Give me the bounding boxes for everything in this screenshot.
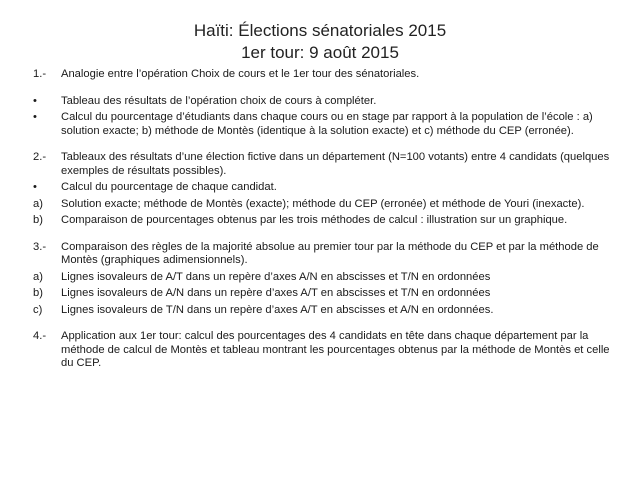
title-line-1: Haïti: Élections sénatoriales 2015: [193, 21, 447, 40]
item-marker: b): [33, 287, 43, 299]
item-text: Tableau des résultats de l’opération choix de cours à compléter.: [61, 94, 377, 107]
item-marker: 4.-: [33, 330, 47, 342]
item-marker: b): [33, 214, 43, 226]
item-text: Solution exacte; méthode de Montès (exacte); méthode du CEP (erronée) et méthode de Youri (inexacte).: [61, 197, 585, 210]
item-marker: 3.-: [33, 240, 47, 253]
list-item: [33, 151, 618, 178]
item-text: Analogie entre l’opération Choix de cours et le 1er tour des sénatoriales.: [61, 68, 420, 80]
item-marker: a): [33, 197, 43, 210]
slide-content: [33, 68, 618, 371]
list-item: [33, 95, 618, 109]
title-line-2: 1er tour: 9 août 2015: [241, 43, 399, 62]
item-text: Lignes isovaleurs de T/N dans un repère d’axes A/T en abscisses et A/N en ordonnées.: [61, 303, 494, 316]
item-marker: a): [33, 270, 43, 283]
item-text: Calcul du pourcentage de chaque candidat.: [61, 181, 277, 193]
list-item: [33, 214, 618, 228]
item-marker: c): [33, 303, 43, 316]
slide-title: [0, 20, 640, 64]
list-item: [33, 271, 618, 285]
list-item: [33, 111, 618, 138]
item-text: Lignes isovaleurs de A/T dans un repère d’axes A/N en abscisses et T/N en ordonnées: [61, 270, 491, 283]
list-item: [33, 304, 618, 318]
bullet-icon: •: [33, 94, 37, 107]
item-text: Comparaison de pourcentages obtenus par les trois méthodes de calcul : illustration sur un graphique.: [61, 214, 568, 226]
list-item: [33, 330, 618, 371]
item-text: Application aux 1er tour: calcul des pourcentages des 4 candidats en tête dans chaque département par la méthode de calcul de Montès et tableau montrant les pourcentages obtenus par la méthode de Montès et celle du CEP.: [61, 330, 610, 369]
bullet-icon: •: [33, 111, 37, 123]
item-text: Comparaison des règles de la majorité absolue au premier tour par la méthode du CEP et par la méthode de Montès (graphiques adimensionnels).: [61, 240, 599, 266]
bullet-icon: •: [33, 181, 37, 193]
list-item: [33, 181, 618, 195]
item-text: Calcul du pourcentage d’étudiants dans chaque cours ou en stage par rapport à la population de l’école : a) solution exacte; b) méthode de Montès (identique à la solution exacte) et c) méthode du CEP (erronée).: [61, 111, 593, 137]
item-text: Tableaux des résultats d’une élection fictive dans un département (N=100 votants) entre 4 candidats (quelques exemples de résultats possibles).: [61, 151, 610, 177]
item-marker: 1.-: [33, 68, 47, 80]
list-item: [33, 68, 618, 82]
item-marker: 2.-: [33, 151, 47, 163]
list-item: [33, 198, 618, 212]
list-item: [33, 241, 618, 268]
item-text: Lignes isovaleurs de A/N dans un repère d’axes A/T en abscisses et T/N en ordonnées: [61, 287, 491, 299]
list-item: [33, 287, 618, 301]
